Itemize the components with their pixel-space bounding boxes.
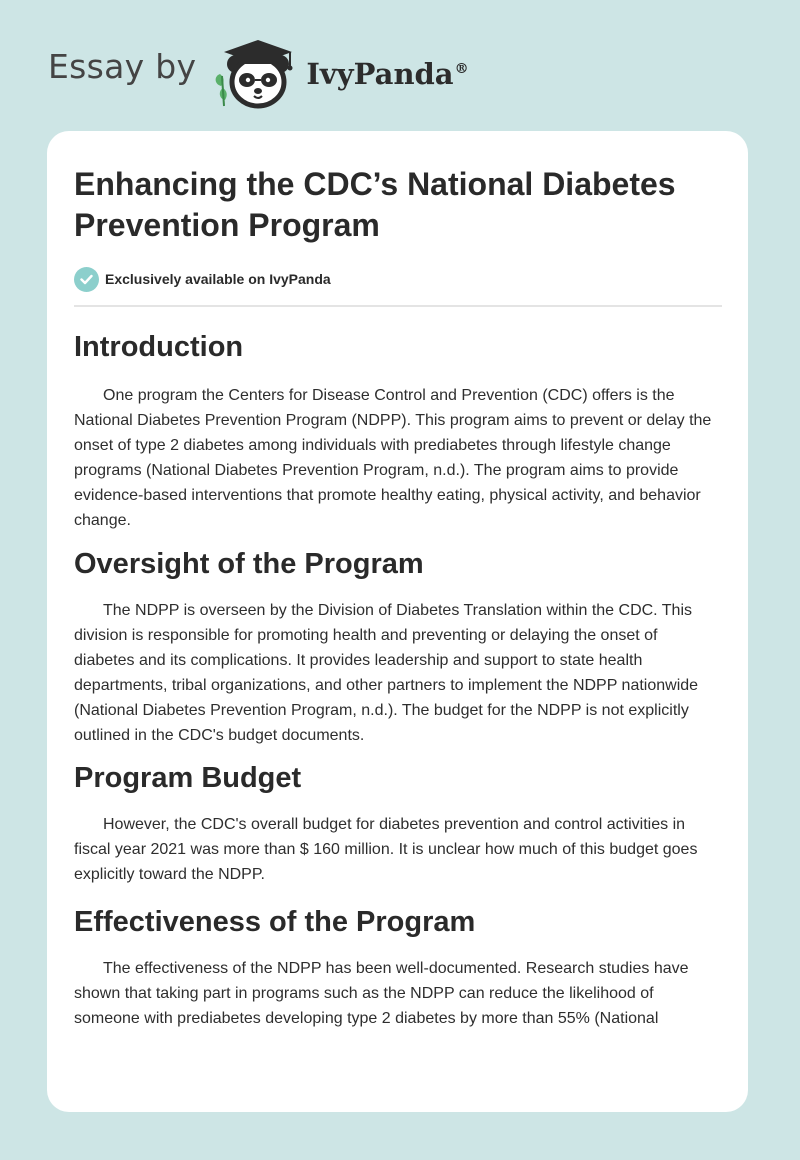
section-introduction [74, 329, 722, 533]
section-paragraph: The NDPP is overseen by the Division of Diabetes Translation within the CDC. This division is responsible for promoting health and preventing or delaying the onset of diabetes and its complications. It provides leadership and support to state health departments, tribal organizations, and other partners to implement the NDPP nationwide (National Diabetes Prevention Program, n.d.). The budget for the NDPP is not explicitly outlined in the CDC's budget documents. [74, 602, 699, 744]
section-heading: Introduction [74, 331, 244, 363]
page-title: Enhancing the CDC’s National Diabetes Prevention Program [74, 166, 676, 243]
section-paragraph: However, the CDC's overall budget for diabetes prevention and control activities in fiscal year 2021 was more than $ 160 million. It is unclear how much of this budget goes explicitly toward the NDPP. [74, 816, 698, 883]
brand-header[interactable] [48, 34, 469, 110]
section-effectiveness [74, 904, 722, 1031]
divider [74, 305, 722, 307]
brand-prefix: Essay by [48, 46, 197, 86]
section-oversight [74, 546, 722, 748]
exclusive-badge [74, 266, 722, 292]
section-heading: Effectiveness of the Program [74, 906, 476, 938]
section-heading: Program Budget [74, 762, 302, 794]
section-heading: Oversight of the Program [74, 548, 424, 580]
section-paragraph: The effectiveness of the NDPP has been well-documented. Research studies have shown that taking part in programs such as the NDPP can reduce the likelihood of someone with prediabetes developing type 2 diabetes by more than 55% (National [74, 960, 689, 1027]
section-budget [74, 760, 722, 887]
section-paragraph: One program the Centers for Disease Control and Prevention (CDC) offers is the National Diabetes Prevention Program (NDPP). This program aims to prevent or delay the onset of type 2 diabetes among individuals with prediabetes through lifestyle change programs (National Diabetes Prevention Program, n.d.). The program aims to provide evidence-based interventions that promote healthy eating, physical activity, and behavior change. [74, 387, 712, 529]
panda-logo-icon [210, 34, 302, 110]
brand-name: IvyPanda® [306, 57, 469, 91]
ivy-leaf-icon [216, 74, 227, 106]
exclusive-label: Exclusively available on IvyPanda [105, 271, 331, 287]
essay-card [47, 131, 748, 1112]
check-icon [74, 267, 99, 292]
